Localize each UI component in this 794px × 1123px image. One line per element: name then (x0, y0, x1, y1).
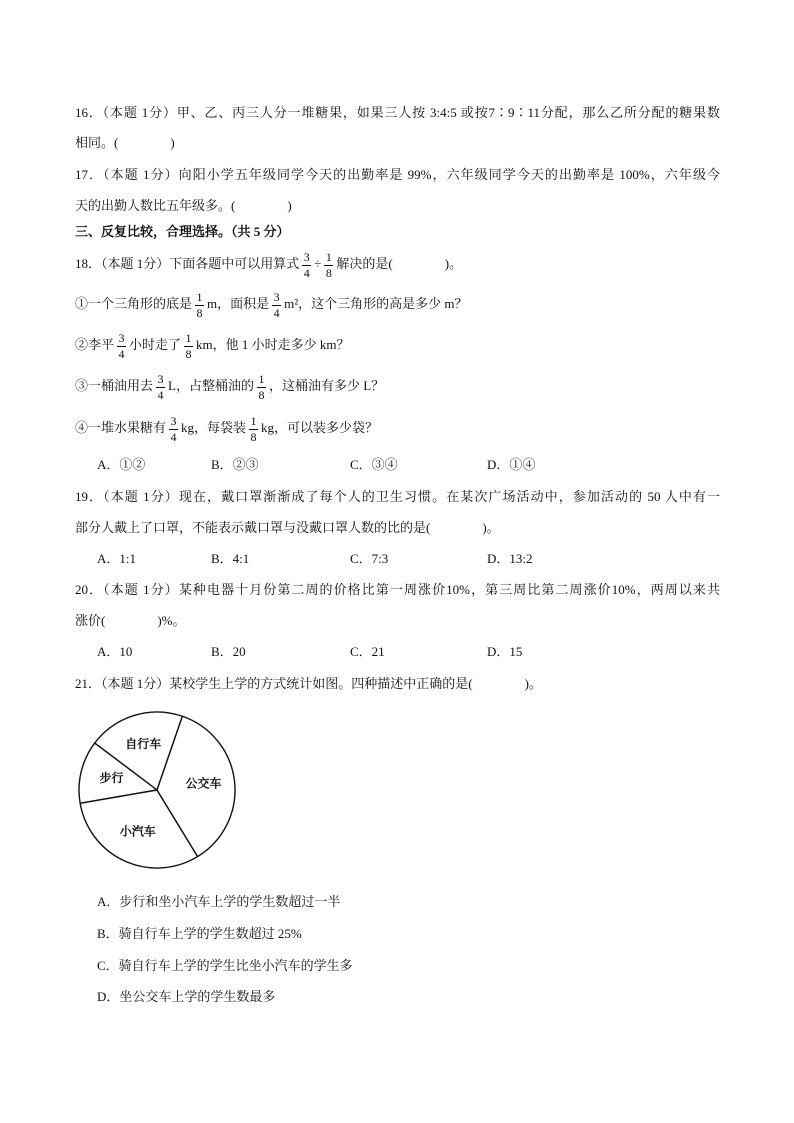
fraction (195, 291, 204, 320)
pie-label-walking: 步行 (99, 770, 124, 785)
division-sign: ÷ (314, 256, 322, 271)
fraction (249, 415, 258, 444)
fraction (156, 373, 165, 402)
fraction (272, 291, 281, 320)
fraction (324, 251, 333, 280)
item-text: ③一桶油用去 (75, 378, 154, 393)
fraction (169, 415, 178, 444)
fraction-numerator: 1 (185, 330, 192, 345)
fraction-denominator: 8 (185, 346, 192, 361)
q18-option-c: C．③④ (350, 457, 398, 472)
q20-option-b: B．20 (211, 644, 246, 659)
pie-label-bicycle: 自行车 (125, 736, 162, 751)
fraction (257, 373, 266, 402)
q20-line-1: 20．（本题 1分）某种电器十月份第二周的价格比第一周涨价10%，第三周比第二周涨价10%，两周以来共 (75, 582, 720, 597)
fraction-denominator: 8 (196, 305, 203, 320)
q19-option-c: C．7:3 (350, 551, 389, 566)
fraction (184, 332, 193, 361)
q18-item-2 (75, 325, 350, 365)
item-text: ②李平 (75, 337, 115, 352)
pie-label-car: 小汽车 (119, 824, 156, 839)
q20-option-c: C．21 (350, 644, 385, 659)
q18-option-d: D．①④ (487, 457, 536, 472)
item-text: L，占整桶油的 (168, 378, 254, 393)
fraction-numerator: 1 (250, 413, 257, 428)
q20-option-d: D．15 (487, 644, 523, 659)
q18-stem-text-2: 解决的是( )。 (336, 256, 463, 271)
pie-label-bus: 公交车 (185, 776, 222, 791)
fraction-numerator: 3 (303, 249, 310, 264)
item-text: kg，可以装多少袋？ (261, 420, 379, 435)
fraction-denominator: 4 (170, 429, 177, 444)
item-text: kg，每袋装 (181, 420, 247, 435)
q20-option-a: A．10 (97, 644, 133, 659)
q16-line-2: 相同。( ) (75, 135, 175, 150)
item-text: ①一个三角形的底是 (75, 296, 193, 311)
fraction-numerator: 3 (118, 330, 125, 345)
q19-line-1: 19．（本题 1分）现在，戴口罩渐渐成了每个人的卫生习惯。在某次广场活动中，参加活动的 50 人中有一 (75, 489, 720, 504)
fraction-denominator: 8 (258, 387, 265, 402)
q18-stem (75, 244, 462, 284)
fraction-numerator: 3 (170, 413, 177, 428)
item-text: ④一堆水果糖有 (75, 420, 167, 435)
q17-line-1: 17．（本题 1分）向阳小学五年级同学今天的出勤率是 99%，六年级同学今天的出勤率是 100%，六年级今 (75, 167, 720, 182)
q18-option-a: A．①② (97, 457, 146, 472)
q21-option-a: A．步行和坐小汽车上学的学生数超过一半 (97, 894, 341, 909)
item-text: 小时走了 (129, 337, 182, 352)
q20-line-2: 涨价( )%。 (75, 613, 186, 628)
item-text: km，他 1 小时走多少 km？ (196, 337, 350, 352)
q19-line-2: 部分人戴上了口罩，不能表示戴口罩与没戴口罩人数的比的是( )。 (75, 520, 500, 535)
fraction-numerator: 1 (325, 249, 332, 264)
q19-option-d: D．13:2 (487, 551, 533, 566)
item-text: ，这桶油有多少 L？ (268, 378, 385, 393)
fraction-numerator: 3 (157, 371, 164, 386)
fraction (117, 332, 126, 361)
q21-option-c: C．骑自行车上学的学生比坐小汽车的学生多 (97, 958, 353, 973)
q19-option-b: B．4:1 (211, 551, 250, 566)
fraction-denominator: 8 (250, 429, 257, 444)
pie-chart (77, 710, 239, 872)
q19-option-a: A．1:1 (97, 551, 137, 566)
q18-option-b: B．②③ (211, 457, 259, 472)
fraction-numerator: 1 (258, 371, 265, 386)
q21-stem: 21．（本题 1分）某校学生上学的方式统计如图。四种描述中正确的是( )。 (75, 676, 542, 691)
fraction-denominator: 4 (157, 387, 164, 402)
fraction-denominator: 4 (303, 265, 310, 280)
q21-option-b: B．骑自行车上学的学生数超过 25% (97, 926, 302, 941)
item-text: m²，这个三角形的高是多少 m？ (284, 296, 468, 311)
q18-stem-text-1: 18．（本题 1分）下面各题中可以用算式 (75, 256, 300, 271)
section-heading: 三、反复比较，合理选择。（共 5 分） (75, 224, 290, 239)
fraction-numerator: 1 (196, 289, 203, 304)
q16-line-1: 16．（本题 1分）甲、乙、丙三人分一堆糖果，如果三人按 3:4:5 或按7∶9∶11分配，那么乙所分配的糖果数 (75, 105, 720, 120)
fraction-denominator: 4 (273, 305, 280, 320)
item-text: m，面积是 (207, 296, 270, 311)
q18-item-4 (75, 408, 378, 448)
q18-item-3 (75, 366, 384, 406)
q18-item-1 (75, 284, 468, 324)
fraction-denominator: 8 (325, 265, 332, 280)
q17-line-2: 天的出勤人数比五年级多。( ) (75, 198, 292, 213)
fraction-numerator: 3 (273, 289, 280, 304)
fraction (302, 251, 311, 280)
q21-option-d: D．坐公交车上学的学生数最多 (97, 989, 276, 1004)
fraction-denominator: 4 (118, 346, 125, 361)
